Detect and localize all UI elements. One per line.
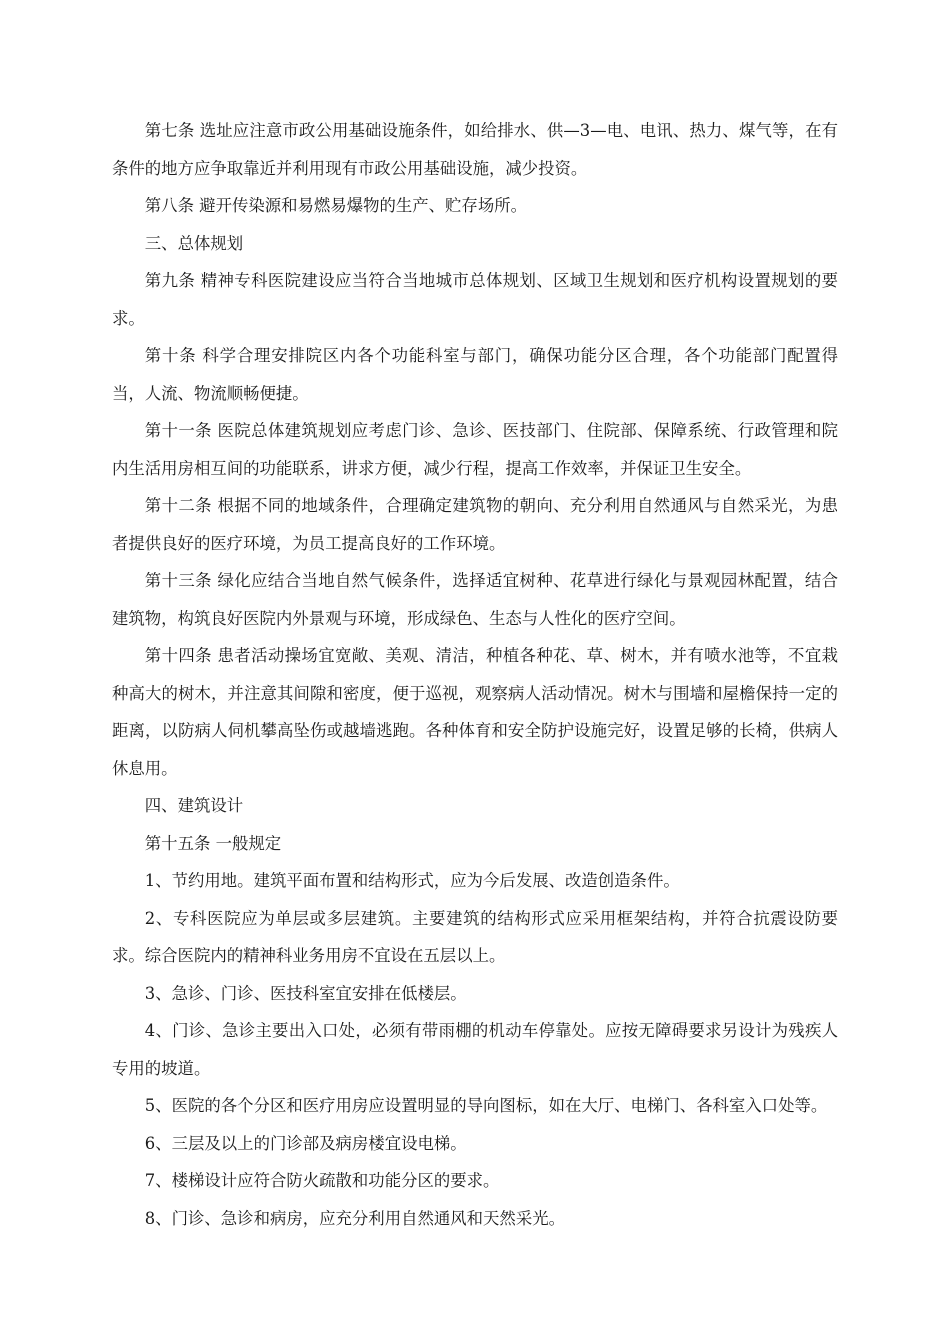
article-12-paragraph: 第十二条 根据不同的地域条件，合理确定建筑物的朝向、充分利用自然通风与自然采光，为患者提供良好的医疗环境，为员工提高良好的工作环境。 bbox=[112, 496, 838, 553]
list-item-6: 6、三层及以上的门诊部及病房楼宜设电梯。 bbox=[144, 1133, 467, 1153]
article-15-heading: 第十五条 一般规定 bbox=[144, 833, 282, 853]
section-heading-overall-planning: 三、总体规划 bbox=[144, 233, 244, 253]
list-item-7: 7、楼梯设计应符合防火疏散和功能分区的要求。 bbox=[144, 1171, 500, 1190]
list-item-3: 3、急诊、门诊、医技科室宜安排在低楼层。 bbox=[144, 983, 467, 1003]
article-8-paragraph: 第八条 避开传染源和易燃易爆物的生产、贮存场所。 bbox=[144, 196, 527, 215]
list-item-2: 2、专科医院应为单层或多层建筑。主要建筑的结构形式应采用框架结构，并符合抗震设防要求。综合医院内的精神科业务用房不宜设在五层以上。 bbox=[112, 908, 838, 965]
list-item-1: 1、节约用地。建筑平面布置和结构形式，应为今后发展、改造创造条件。 bbox=[144, 871, 680, 890]
article-11-paragraph: 第十一条 医院总体建筑规划应考虑门诊、急诊、医技部门、住院部、保障系统、行政管理和院内生活用房相互间的功能联系，讲求方便，减少行程，提高工作效率，并保证卫生安全。 bbox=[112, 421, 838, 478]
document-page bbox=[112, 112, 838, 1237]
list-item-8: 8、门诊、急诊和病房，应充分利用自然通风和天然采光。 bbox=[144, 1208, 565, 1228]
article-9-paragraph: 第九条 精神专科医院建设应当符合当地城市总体规划、区域卫生规划和医疗机构设置规划的要求。 bbox=[112, 271, 838, 328]
article-13-paragraph: 第十三条 绿化应结合当地自然气候条件，选择适宜树种、花草进行绿化与景观园林配置，结合建筑物，构筑良好医院内外景观与环境，形成绿色、生态与人性化的医疗空间。 bbox=[112, 571, 838, 628]
article-10-paragraph: 第十条 科学合理安排院区内各个功能科室与部门，确保功能分区合理，各个功能部门配置得当，人流、物流顺畅便捷。 bbox=[112, 346, 838, 403]
section-heading-architectural-design: 四、建筑设计 bbox=[144, 796, 244, 815]
article-7-paragraph: 第七条 选址应注意市政公用基础设施条件，如给排水、供—3—电、电讯、热力、煤气等，在有条件的地方应争取靠近并利用现有市政公用基础设施，减少投资。 bbox=[112, 121, 838, 178]
list-item-4: 4、门诊、急诊主要出入口处，必须有带雨棚的机动车停靠处。应按无障碍要求另设计为残疾人专用的坡道。 bbox=[112, 1021, 838, 1078]
article-14-paragraph: 第十四条 患者活动操场宜宽敞、美观、清洁，种植各种花、草、树木，并有喷水池等，不宜栽种高大的树木，并注意其间隙和密度，便于巡视，观察病人活动情况。树木与围墙和屋檐保持一定的距离，以防病人伺机攀高坠伤或越墙逃跑。各种体育和安全防护设施完好，设置足够的长椅，供病人休息用。 bbox=[112, 646, 838, 778]
list-item-5: 5、医院的各个分区和医疗用房应设置明显的导向图标，如在大厅、电梯门、各科室入口处等。 bbox=[144, 1096, 828, 1115]
